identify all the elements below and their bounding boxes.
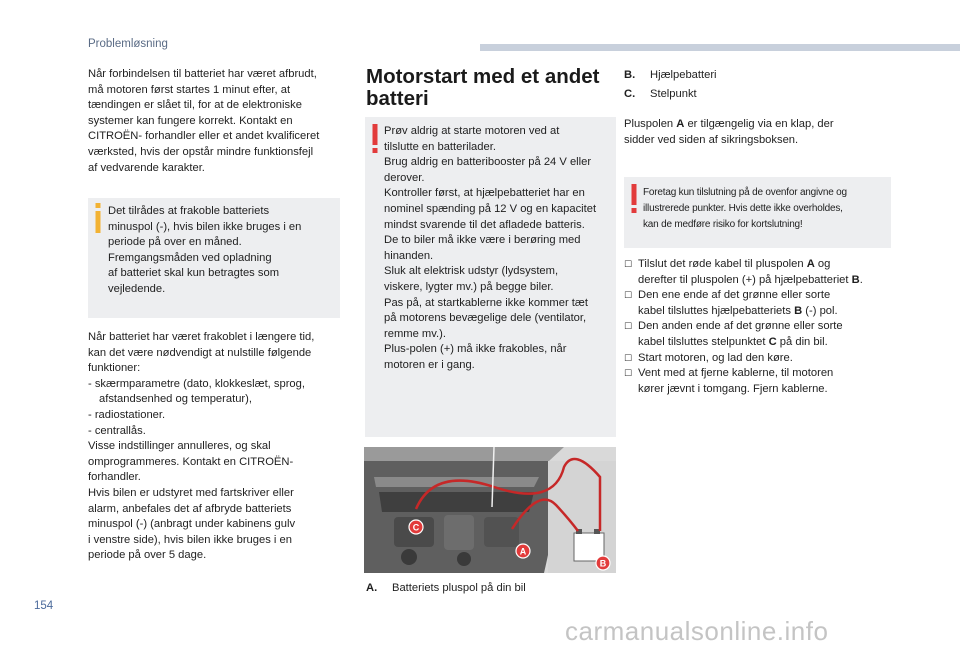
text-line: systemer kan fungere korrekt. Kontakt en	[88, 114, 293, 127]
checkbox-icon	[624, 273, 638, 289]
text-line: mindst svarende til det afladede batteris.	[384, 218, 585, 231]
checkbox-icon: ☐	[624, 368, 633, 379]
text-line: Det tilrådes at frakoble batteriets	[108, 205, 270, 217]
text-span: og	[814, 258, 831, 270]
checkbox-icon: ☐	[624, 352, 633, 363]
text-line: periode på over 5 dage.	[88, 549, 207, 562]
bold-ref: B	[794, 304, 803, 317]
watermark: carmanualsonline.info	[565, 616, 829, 646]
text-span: sidder ved siden af sikringsboksen.	[624, 133, 799, 146]
caption-a-letter: A.	[366, 582, 378, 594]
marker-label-a: A	[519, 546, 527, 557]
legend-text: Stelpunkt	[650, 88, 697, 100]
text-line: Når batteriet har været frakoblet i længere tid,	[88, 331, 315, 343]
step-text	[638, 304, 838, 320]
jump-start-diagram	[364, 447, 616, 573]
steps-list	[624, 257, 863, 397]
checkbox-icon	[624, 335, 638, 351]
text-span: Tilslut det røde kabel til pluspolen	[638, 258, 807, 270]
exclamation-icon	[630, 184, 638, 214]
step-text	[638, 351, 793, 367]
warning-text-2	[643, 185, 847, 233]
checkbox-icon	[624, 304, 638, 320]
text-span: Den ene ende af det grønne eller sorte	[638, 289, 831, 302]
text-line: alarm, anbefales det af afbryde batteriets	[88, 502, 292, 515]
text-line: på motorens bevægelige dele (ventilator,	[384, 312, 587, 325]
step-text	[638, 382, 828, 398]
text-span: kabel tilsluttes hjælpebatteriets	[638, 304, 795, 317]
step-text	[638, 288, 830, 304]
text-span: (-) pol.	[802, 304, 838, 317]
section-title: Problemløsning	[88, 38, 168, 50]
legend-letter: B.	[624, 69, 636, 81]
text-line: CITROËN- forhandler eller et andet kvalificeret	[88, 130, 320, 143]
text-span: kabel tilsluttes stelpunktet	[638, 335, 769, 348]
text-span: kører jævnt i tomgang. Fjern kablerne.	[638, 382, 828, 395]
marker-label-c: C	[412, 522, 420, 533]
legend-text: Hjælpebatteri	[650, 69, 717, 81]
checkbox-icon: ☐	[624, 259, 633, 269]
text-line: af batteriet skal kun betragtes som	[108, 267, 280, 280]
text-span: derefter til pluspolen (+) på hjælpebatteriet	[638, 273, 852, 286]
text-line: Kontroller først, at hjælpebatteriet har en	[384, 187, 585, 200]
legend-list	[624, 66, 717, 104]
text-line: kan det være nødvendigt at nulstille følgende	[88, 346, 312, 359]
step-line	[624, 382, 863, 398]
bold-ref: C	[768, 335, 777, 348]
step-line	[624, 351, 863, 367]
text-line: De to biler må ikke være i berøring med	[384, 234, 581, 247]
text-line: Brug aldrig en batteribooster på 24 V eller	[384, 156, 592, 169]
checkbox-icon: ☐	[624, 321, 633, 332]
header-bar	[480, 44, 960, 51]
text-span: Den anden ende af det grønne eller sorte	[638, 320, 843, 333]
warning-box	[365, 117, 616, 437]
text-span: Pluspolen	[624, 118, 677, 130]
text-line: hinanden.	[384, 249, 434, 262]
text-line: omprogrammeres. Kontakt en CITROËN-	[88, 455, 294, 468]
reset-paragraph	[88, 330, 314, 564]
marker-label-b: B	[599, 558, 607, 569]
step-text	[638, 257, 830, 273]
text-line: - skærmparametre (dato, klokkeslæt, sprog,	[88, 377, 305, 390]
step-line	[624, 304, 863, 320]
title-line: batteri	[366, 87, 429, 110]
text-line	[624, 133, 834, 149]
caption-a	[366, 581, 526, 596]
text-line: - centrallås.	[88, 424, 146, 437]
step-text	[638, 366, 833, 382]
bold-ref: B	[851, 273, 860, 286]
text-line: værksted, hvis der opstår mindre funktionsfejl	[88, 145, 314, 158]
text-line: Pas på, at startkablerne ikke kommer tæt	[384, 296, 588, 309]
title-line: Motorstart med et andet	[366, 65, 600, 88]
legend-item	[624, 85, 717, 104]
text-line: Sluk alt elektrisk udstyr (lydsystem,	[384, 265, 559, 278]
text-line: Fremgangsmåden ved opladning	[108, 251, 272, 264]
step-line	[624, 288, 863, 304]
step-line	[624, 335, 863, 351]
text-span: Start motoren, og lad den køre.	[638, 351, 793, 364]
step-text	[638, 273, 863, 289]
text-line: i venstre side), hvis bilen ikke bruges i en	[88, 533, 292, 546]
checkbox-icon: ☐	[624, 290, 633, 301]
text-line: tændingen er slået til, for at de elektroniske	[88, 99, 302, 112]
text-line: - radiostationer.	[88, 408, 166, 421]
exclamation-icon	[371, 124, 379, 154]
info-icon	[93, 203, 103, 233]
text-line: må motoren først startes 1 minut efter, at	[88, 83, 291, 96]
text-span: .	[859, 273, 863, 286]
text-line: tilslutte en batterilader.	[384, 140, 496, 153]
bold-ref: A	[806, 258, 815, 270]
step-line	[624, 366, 863, 382]
text-line: Hvis bilen er udstyret med fartskriver eller	[88, 486, 294, 499]
text-line: viskere, lygter mv.) på begge biler.	[384, 280, 554, 293]
intro-paragraph	[88, 67, 319, 176]
text-line: kan de medføre risiko for kortslutning!	[643, 219, 803, 230]
text-line: motoren er i gang.	[384, 358, 475, 371]
text-line: Visse indstillinger annulleres, og skal	[88, 440, 271, 453]
step-line	[624, 273, 863, 289]
text-line: afstandsenhed og temperatur),	[99, 393, 252, 406]
plus-paragraph	[624, 117, 834, 148]
text-line: Prøv aldrig at starte motoren ved at	[384, 125, 560, 137]
text-line: Når forbindelsen til batteriet har været afbrudt,	[88, 68, 317, 80]
warning-box-2	[624, 177, 891, 248]
bold-ref: A	[676, 118, 685, 130]
text-line: minuspol (-), hvis bilen ikke bruges i en	[108, 220, 302, 233]
text-line: Plus-polen (+) må ikke frakobles, når	[384, 343, 567, 356]
text-line: periode på over en måned.	[108, 236, 242, 249]
legend-item	[624, 66, 717, 85]
legend-letter: C.	[624, 88, 636, 100]
text-span: Vent med at fjerne kablerne, til motoren	[638, 367, 834, 380]
checkbox-icon	[624, 382, 638, 398]
text-line: Foretag kun tilslutning på de ovenfor angivne og	[643, 187, 847, 198]
text-line: illustrerede punkter. Hvis dette ikke overholdes,	[643, 203, 843, 214]
text-span: på din bil.	[776, 335, 828, 348]
step-text	[638, 335, 828, 351]
text-line: vejledende.	[108, 282, 166, 295]
step-line	[624, 319, 863, 335]
page-title	[366, 66, 600, 110]
step-line	[624, 257, 863, 273]
text-line: derover.	[384, 171, 425, 184]
text-line: remme mv.).	[384, 327, 446, 340]
info-box	[88, 198, 340, 318]
text-span: er tilgængelig via en klap, der	[684, 118, 834, 130]
text-line: nominel spænding på 12 V og en kapacitet	[384, 202, 597, 215]
text-line: forhandler.	[88, 471, 141, 484]
warning-text	[384, 124, 596, 374]
text-line	[624, 117, 834, 133]
page-number: 154	[34, 600, 54, 612]
info-text	[108, 204, 301, 298]
caption-a-text: Batteriets pluspol på din bil	[392, 582, 526, 594]
text-line: minuspol (-) (anbragt under kabinens gulv	[88, 518, 296, 531]
step-text	[638, 319, 843, 335]
text-line: funktioner:	[88, 362, 141, 375]
text-line: af vedvarende karakter.	[88, 161, 205, 174]
